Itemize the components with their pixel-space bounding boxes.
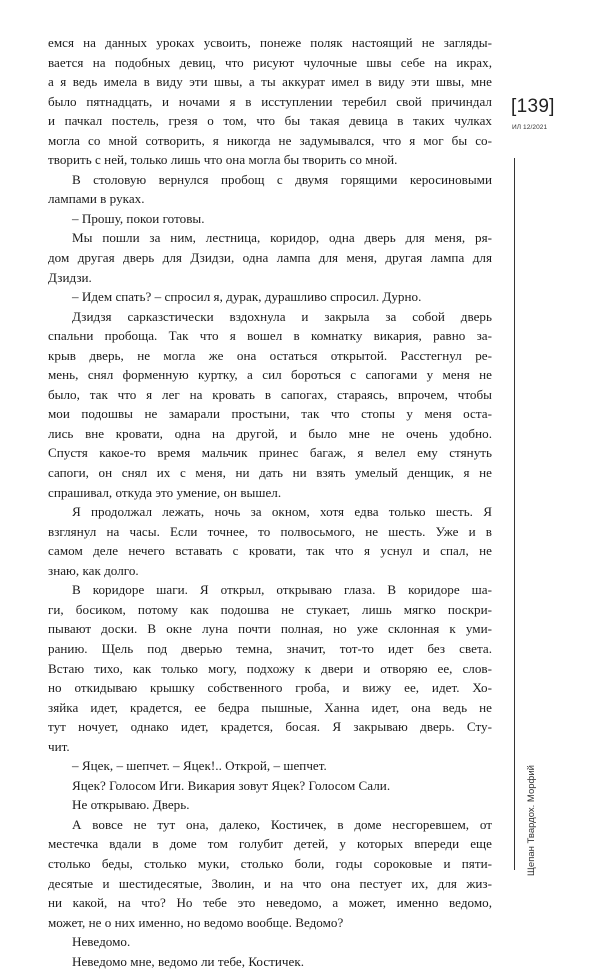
text-line: ги, босиком, потому как подошва не стукает, лишь мягко поскри- <box>48 601 492 617</box>
text-line: может, не о них именно, но ведомо вообще. Ведомо? <box>48 914 344 930</box>
text-line: десятые и шестидесятые, Зволин, и на что она пестует их, для жиз- <box>48 875 492 891</box>
text-line: местечка вдали в доме том голубит детей, у которых впереди еще <box>48 836 492 852</box>
text-line: В столовую вернулся пробощ с двумя горящими керосиновыми <box>72 171 492 187</box>
text-line: Не открываю. Дверь. <box>72 797 190 813</box>
text-line: Встаю тихо, как только могу, подхожу к двери и отворяю ее, слов- <box>48 660 492 676</box>
text-line: могла со мной сотворить, я никогда не задумывался, что я мог бы со- <box>48 132 492 148</box>
body-text <box>48 33 492 971</box>
text-line: Неведомо. <box>72 934 131 950</box>
text-line: – Прошу, покои готовы. <box>72 210 205 226</box>
issue-label: ИЛ 12/2021 <box>512 124 548 131</box>
text-line: дом другая дверь для Дзидзи, одна лампа для меня, другая лампа для <box>48 250 492 266</box>
text-line: Неведомо мне, ведомо ли тебе, Костичек. <box>72 953 305 969</box>
text-line: спрашивал, откуда это умение, он вышел. <box>48 484 282 500</box>
text-line: взглянул на часы. Если точнее, то полвосьмого, не шесть. Уже и в <box>48 523 492 539</box>
text-line: ни какой, на что? Но тебе это неведомо, а может, именно ведомо, <box>48 895 492 911</box>
text-line: творить с ней, только лишь что она могла бы творить со мной. <box>48 152 398 168</box>
text-line: чит. <box>48 738 70 754</box>
text-line: лись вне кровати, одна на другой, и было мне не очень удобно. <box>48 425 492 441</box>
page-number: [139] <box>511 96 555 117</box>
text-line: – Яцек, – шепчет. – Яцек!.. Открой, – шепчет. <box>72 758 327 774</box>
text-line: тут ночует, однако идет, крадется, босая. Я закрываю дверь. Сту- <box>48 719 492 735</box>
text-line: вается на подобных девиц, что рисуют чулочные швы себе на икрах, <box>48 54 492 70</box>
running-head: Щепан Твардох. Морфий <box>526 765 537 876</box>
text-line: Яцек? Голосом Иги. Викария зовут Яцек? Голосом Сали. <box>72 777 391 793</box>
text-line: Я продолжал лежать, ночь за окном, хотя едва только шесть. Я <box>72 504 492 520</box>
text-line: сапоги, он снял их с меня, ни дать ни взять умелый денщик, я не <box>48 465 492 481</box>
text-line: пывают доски. В окне луна почти полная, но уже склонная к уми- <box>48 621 492 637</box>
text-line: но откидываю крышку собственного гроба, и вижу ее, идет. Хо- <box>48 680 492 696</box>
text-line: самом деле нечего вставать с кровати, так что я уснул и спал, не <box>48 543 492 559</box>
text-line: было пятнадцать, и ночами я в исступлении теребил свой причиндал <box>48 93 492 109</box>
text-line: столько беды, столько муки, столько боли, годы сороковые и пяти- <box>48 855 492 871</box>
text-line: было, так что я лег на кровать в сапогах, стараясь, впрочем, чтобы <box>48 386 492 402</box>
text-line: А вовсе не тут она, далеко, Костичек, в доме несгоревшем, от <box>72 816 492 832</box>
text-line: – Идем спать? – спросил я, дурак, дурашливо спросил. Дурно. <box>72 289 422 305</box>
text-line: знаю, как долго. <box>48 562 139 578</box>
text-line: спальни пробоща. Так что я вошел в комнатку викария, равно за- <box>48 328 492 344</box>
text-line: Спустя какое-то время мальчик принес багаж, я велел ему стянуть <box>48 445 492 461</box>
text-line: Мы пошли за ним, лестница, коридор, одна дверь для меня, ря- <box>72 230 492 246</box>
text-line: лампами в руках. <box>48 191 145 207</box>
text-line: мень, снял форменную куртку, а сил бороться с сапогами у меня не <box>48 367 492 383</box>
text-line: ранию. Щель под дверью темна, значит, тот-то идет без света. <box>48 640 492 656</box>
text-line: В коридоре шаги. Я открыл, открываю глаза. В коридоре ша- <box>72 582 492 598</box>
text-line: зяйка идет, крадется, ее бедра пышные, Ханна идет, она ведь не <box>48 699 492 715</box>
text-line: крыв дверь, не могла же она остаться открытой. Расстегнул ре- <box>48 347 492 363</box>
text-line: Дзидзя сарказстически вздохнула и закрыла за собой дверь <box>72 308 492 324</box>
text-line: и пачкал постель, грезя о том, что бы такая девица в таких чулках <box>48 113 492 129</box>
text-line: Дзидзи. <box>48 269 92 285</box>
text-line: а я ведь имела в виду эти швы, а ты аккурат имел в виду эти швы, мне <box>48 74 492 90</box>
margin-rule <box>514 158 515 870</box>
text-line: емся на данных уроках усвоить, понеже поляк настоящий не загляды- <box>48 35 492 50</box>
text-line: мои подошвы не замарали простыни, так что стопы у меня оста- <box>48 406 492 422</box>
